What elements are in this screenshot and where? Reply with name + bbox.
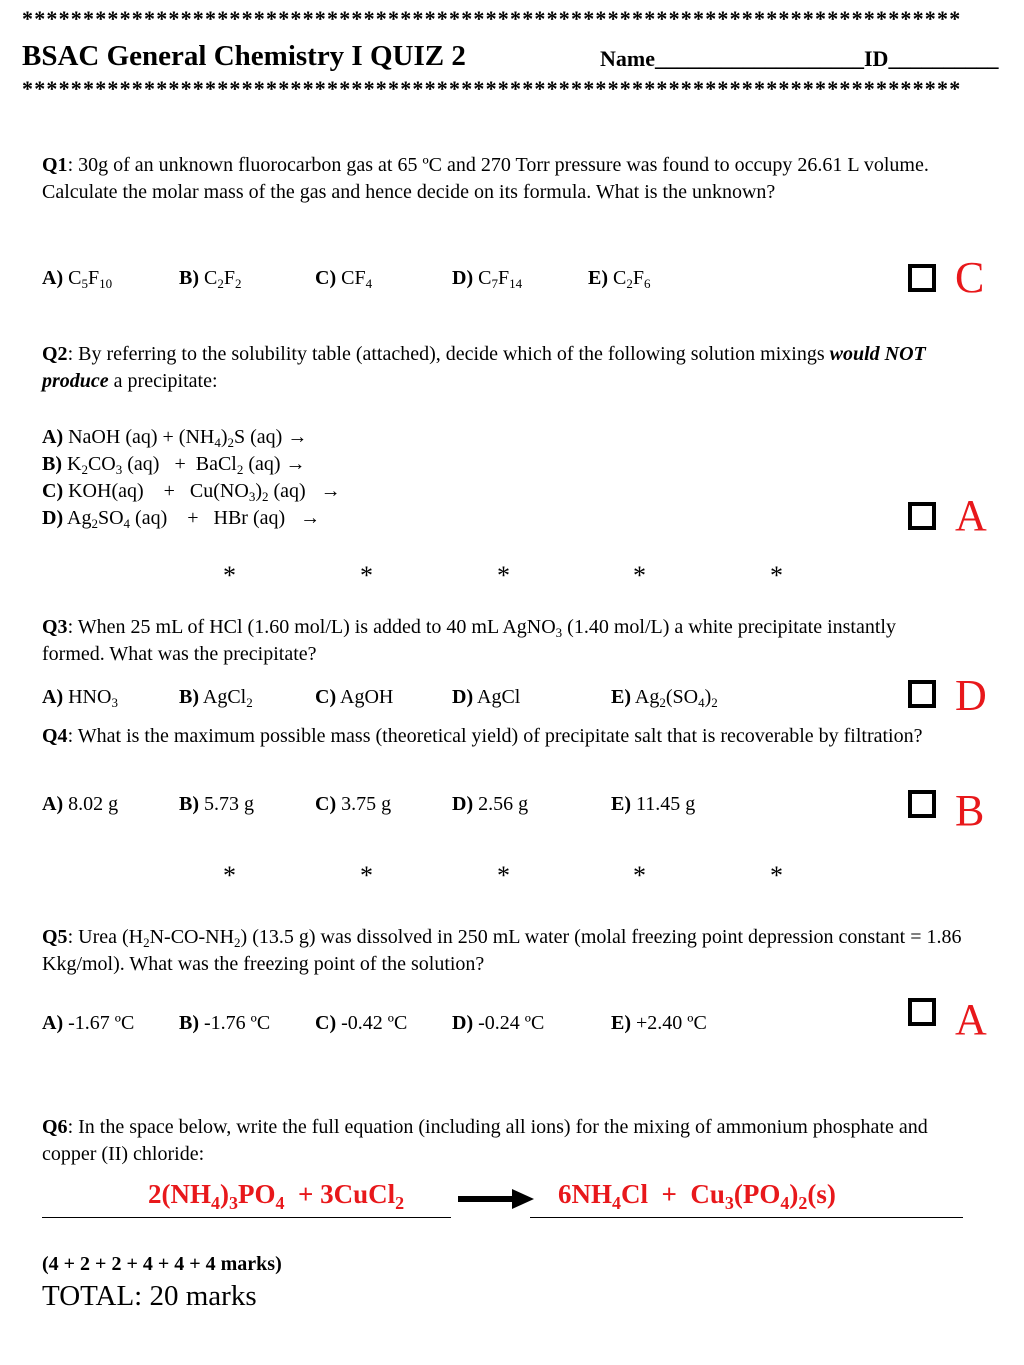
separator-star: *: [360, 861, 373, 890]
q5-answer-box[interactable]: [908, 998, 936, 1026]
q2-text: : By referring to the solubility table (attached), decide which of the following solution mixings: [67, 343, 830, 365]
separator-star: *: [223, 561, 236, 590]
q1-option-c[interactable]: C) $CF_4$: [315, 267, 373, 291]
q5-option-c[interactable]: C) -0.42 ºC: [315, 1012, 408, 1034]
q5-option-a[interactable]: A) -1.67 ºC: [42, 1012, 135, 1034]
q1-answer-box[interactable]: [908, 264, 936, 292]
q2-option-b[interactable]: B) $K_2CO_3$ (aq) + BaCl$_2$ (aq) →: [42, 453, 306, 477]
name-blank[interactable]: ___________________: [654, 46, 864, 71]
id-label: ID: [863, 46, 889, 71]
page-title: BSAC General Chemistry I QUIZ 2: [22, 40, 466, 72]
q3-option-c[interactable]: C) AgOH: [315, 686, 394, 708]
q4-option-e[interactable]: E) 11.45 g: [611, 793, 696, 815]
q3-answer-box[interactable]: [908, 680, 936, 708]
q4-text: : What is the maximum possible mass (theoretical yield) of precipitate salt that is recoverable by filtration?: [67, 725, 923, 747]
q1-text: : 30g of an unknown fluorocarbon gas at 65 ºC and 270 Torr pressure was found to occupy 26.61 L volume. Calculate the molar mass of the gas and hence decide on its formula. What is the unknown?: [42, 154, 929, 203]
q5-option-b[interactable]: B) -1.76 ºC: [179, 1012, 271, 1034]
q1-option-a[interactable]: A) $C_5F_{10}$: [42, 267, 113, 291]
q2-answer: A: [955, 491, 987, 540]
q6-products: $6NH_4Cl + Cu_3(PO_4)_2(s)$: [558, 1179, 836, 1213]
q4-option-b[interactable]: B) 5.73 g: [179, 793, 254, 815]
q2-emphasis: would NOT produce: [42, 343, 926, 392]
q3-option-e[interactable]: E) $Ag_2(SO_4)_2$: [611, 686, 718, 710]
q1-option-d[interactable]: D) $C_7F_{14}$: [452, 267, 523, 291]
q1-option-b[interactable]: B) $C_2F_2$: [179, 267, 242, 291]
q2-option-c[interactable]: C) KOH(aq) + $Cu(NO_3)_2$ (aq) →: [42, 480, 341, 504]
q4-option-c[interactable]: C) 3.75 g: [315, 793, 392, 815]
answer-line-right[interactable]: [530, 1217, 963, 1218]
q4-answer-box[interactable]: [908, 790, 936, 818]
question-1: [42, 152, 962, 206]
q3-option-b[interactable]: B) AgCl$_2$: [179, 686, 253, 710]
q3-text-end: (1.40 mol/L) a white precipitate instantly formed. What was the precipitate?: [42, 616, 896, 665]
q2-option-d[interactable]: D) $Ag_2SO_4$ (aq) + HBr (aq) →: [42, 507, 321, 531]
separator-star: *: [633, 561, 646, 590]
q1-option-e[interactable]: E) $C_2F_6$: [588, 267, 651, 291]
total-marks: TOTAL: 20 marks: [42, 1280, 257, 1312]
separator-star: *: [770, 861, 783, 890]
q3-answer: D: [955, 671, 987, 720]
q4-answer: B: [955, 786, 985, 835]
answer-line-left[interactable]: [42, 1217, 451, 1218]
q2-text-end: a precipitate:: [108, 370, 218, 392]
q2-answer-box[interactable]: [908, 502, 936, 530]
q1-label: Q1: [42, 154, 68, 176]
q6-reactants: $2(NH_4)_3PO_4$ + 3CuCl$_2$: [148, 1179, 405, 1213]
q6-text: : In the space below, write the full equation (including all ions) for the mixing of ammonium phosphate and copper (II) chloride:: [42, 1116, 928, 1165]
separator-star: *: [360, 561, 373, 590]
id-blank[interactable]: __________: [888, 46, 999, 71]
q1-answer: C: [955, 253, 985, 302]
question-6: [42, 1114, 962, 1168]
q2-option-a[interactable]: A) NaOH $(aq) + (NH_4)_2S$ (aq) →: [42, 426, 308, 450]
header-stars-bottom: *****************************************************************************: [22, 78, 962, 100]
q2-label: Q2: [42, 343, 68, 365]
question-5: Q5: Urea $(H_2N-CO-NH_2)$ (13.5 g) was dissolved in 250 mL water (molal freezing point depression constant = 1.86 Kkg/mol). What was the freezing point of the solution?: [42, 926, 962, 975]
q3-option-d[interactable]: D) AgCl: [452, 686, 521, 708]
q4-option-a[interactable]: A) 8.02 g: [42, 793, 119, 815]
question-4: [42, 723, 962, 750]
question-3: Q3: When 25 mL of HCl (1.60 mol/L) is added to 40 mL AgNO$_3$ (1.40 mol/L) a white precipitate instantly formed. What was the precipitate?: [42, 616, 896, 665]
separator-star: *: [497, 561, 510, 590]
reaction-arrow-icon: [458, 1187, 536, 1211]
q4-label: Q4: [42, 725, 68, 747]
name-label: Name: [600, 46, 655, 71]
q5-option-e[interactable]: E) +2.40 ºC: [611, 1012, 707, 1034]
q5-answer: A: [955, 995, 987, 1044]
q6-label: Q6: [42, 1116, 68, 1138]
header-stars-top: *****************************************************************************: [22, 8, 962, 30]
separator-star: *: [770, 561, 783, 590]
q5-option-d[interactable]: D) -0.24 ºC: [452, 1012, 545, 1034]
q5-label: Q5: [42, 926, 68, 948]
q3-option-a[interactable]: A) $HNO_3$: [42, 686, 118, 710]
marks-breakdown: (4 + 2 + 2 + 4 + 4 + 4 marks): [42, 1253, 282, 1275]
q3-label: Q3: [42, 616, 68, 638]
q4-option-d[interactable]: D) 2.56 g: [452, 793, 529, 815]
question-2: [42, 341, 962, 395]
separator-star: *: [223, 861, 236, 890]
q3-text: : When 25 mL of HCl (1.60 mol/L) is added to 40 mL AgNO: [67, 616, 556, 638]
name-id-field[interactable]: [600, 46, 998, 72]
separator-star: *: [633, 861, 646, 890]
separator-star: *: [497, 861, 510, 890]
